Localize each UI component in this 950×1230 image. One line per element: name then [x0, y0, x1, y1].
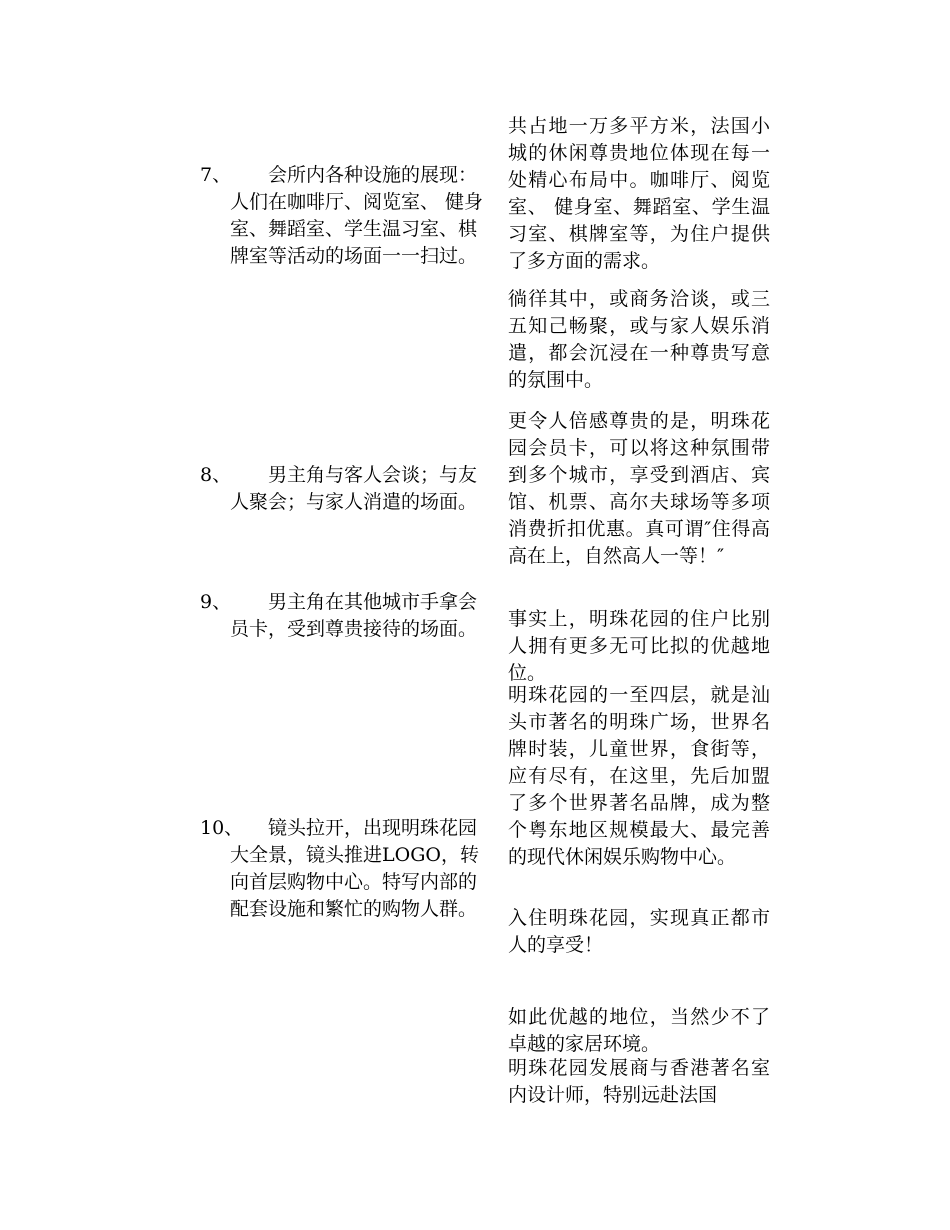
- shot-description: 会所内各种设施的展现：人们在咖啡厅、阅览室、 健身室、舞蹈室、学生温习室、棋牌室等活动的场面一一扫过。: [230, 164, 484, 267]
- shot-number: 9、: [200, 591, 232, 613]
- shot-item-9: [200, 589, 490, 643]
- shot-item-8: [200, 462, 490, 516]
- shot-number: 10、: [200, 817, 244, 839]
- shot-item-10: [200, 815, 490, 923]
- narration-paragraph: 共占地一万多平方米，法国小城的休闲尊贵地位体现在每一处精心布局中。咖啡厅、阅览室、 健身室、舞蹈室、学生温习室、棋牌室等，为住户提供了多方面的需求。: [508, 115, 770, 272]
- shot-description: 男主角与客人会谈；与友人聚会；与家人消遣的场面。: [230, 464, 478, 513]
- shot-number: 7、: [200, 164, 232, 186]
- narration-paragraph: 事实上，明珠花园的住户比别人拥有更多无可比拟的优越地位。: [508, 608, 770, 684]
- narration-paragraph: 明珠花园发展商与香港著名室内设计师，特别远赴法国: [508, 1057, 770, 1106]
- narration-paragraph: 如此优越的地位，当然少不了卓越的家居环境。: [508, 1006, 770, 1055]
- shot-number: 8、: [200, 464, 232, 486]
- narration-paragraph: 明珠花园的一至四层，就是汕头市著名的明珠广场，世界名牌时装，儿童世界，食街等，应有尽有，在这里，先后加盟了多个世界著名品牌，成为整个粤东地区规模最大、最完善的现代休闲娱乐购物中心。: [508, 684, 770, 868]
- narration-paragraph: 徜徉其中，或商务洽谈，或三五知己畅聚，或与家人娱乐消遣，都会沉浸在一种尊贵写意的氛围中。: [508, 288, 770, 391]
- shot-item-7: [200, 162, 490, 270]
- shot-description: 镜头拉开，出现明珠花园大全景，镜头推进LOGO，转向首层购物中心。特写内部的配套设施和繁忙的购物人群。: [230, 817, 479, 920]
- shot-description: 男主角在其他城市手拿会员卡，受到尊贵接待的场面。: [230, 591, 478, 640]
- narration-paragraph: 更令人倍感尊贵的是，明珠花园会员卡，可以将这种氛围带到多个城市，享受到酒店、宾馆、机票、高尔夫球场等多项消费折扣优惠。真可谓″住得高高在上，自然高人一等！″: [508, 410, 770, 567]
- narration-paragraph: 入住明珠花园，实现真正都市人的享受！: [508, 907, 770, 956]
